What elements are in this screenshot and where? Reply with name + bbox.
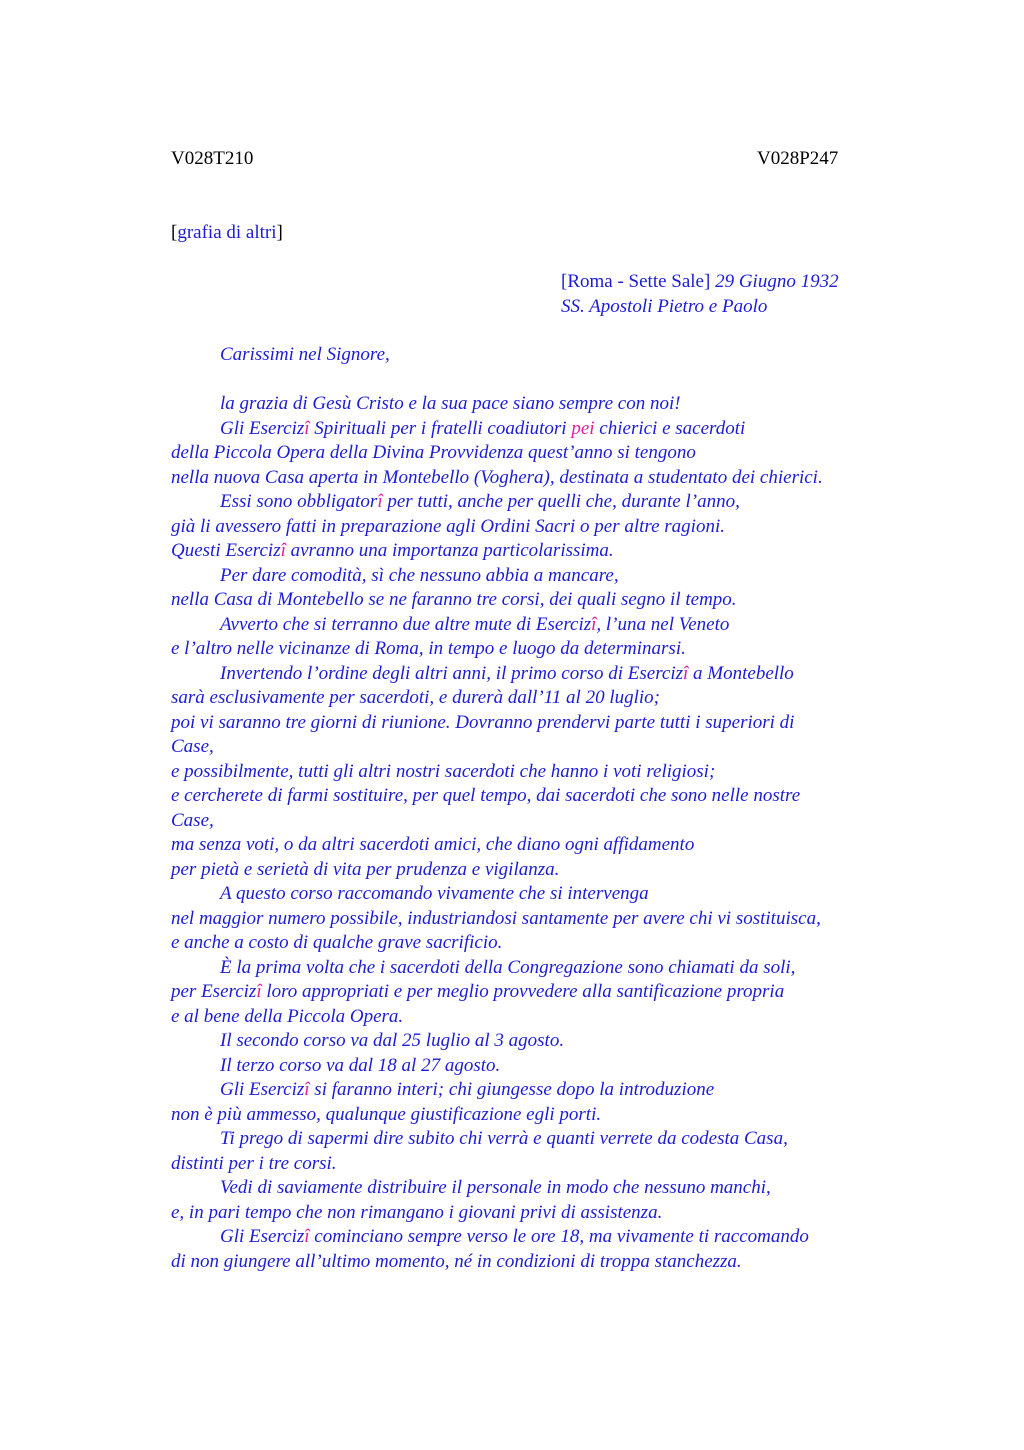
letter-line-part: a Montebello xyxy=(688,662,794,684)
handwriting-note xyxy=(171,222,283,244)
letter-line: e, in pari tempo che non rimangano i giovani privi di assistenza. xyxy=(171,1201,663,1223)
note-text: grafia di altri xyxy=(177,222,277,243)
letter-line xyxy=(171,1078,891,1103)
letter-line: È la prima volta che i sacerdoti della Congregazione sono chiamati da soli, xyxy=(220,956,796,978)
letter-line: ma senza voti, o da altri sacerdoti amici, che diano ogni affidamento xyxy=(171,834,695,855)
letter-line xyxy=(171,539,891,564)
letter-line: Il terzo corso va dal 18 al 27 agosto. xyxy=(220,1054,501,1076)
letter-line: distinti per i tre corsi. xyxy=(171,1152,337,1174)
letter-line xyxy=(171,980,891,1005)
editorial-mark: î xyxy=(304,417,310,439)
letter-line-part: cominciano sempre verso le ore 18, ma vivamente ti raccomando xyxy=(309,1226,809,1247)
dateline-feast-row xyxy=(561,295,839,320)
document-code-right: V028P247 xyxy=(757,148,839,169)
note-open-bracket: [ xyxy=(171,222,178,243)
letter-line-part: Questi Eserciz xyxy=(171,540,281,561)
letter-line: già li avessero fatti in preparazione agli Ordini Sacri o per altre ragioni. xyxy=(171,515,725,537)
letter-line: A questo corso raccomando vivamente che si intervenga xyxy=(220,883,649,904)
letter-line: e l’altro nelle vicinanze di Roma, in tempo e luogo da determinarsi. xyxy=(171,638,686,659)
editorial-mark: î xyxy=(256,981,262,1002)
letter-line-part: Gli Eserciz xyxy=(220,1079,305,1100)
letter-line-part: loro appropriati e per meglio provvedere alla santificazione propria xyxy=(261,981,785,1002)
letter-line: nella Casa di Montebello se ne faranno tre corsi, dei quali segno il tempo. xyxy=(171,589,737,610)
letter-line: di non giungere all’ultimo momento, né in condizioni di troppa stanchezza. xyxy=(171,1250,742,1272)
note-close-bracket: ] xyxy=(276,222,283,243)
letter-line: e anche a costo di qualche grave sacrificio. xyxy=(171,932,503,953)
dateline-place: [Roma - Sette Sale] xyxy=(561,271,711,292)
editorial-mark: pei xyxy=(571,417,595,439)
letter-line: Ti prego di sapermi dire subito chi verrà e quanti verrete da codesta Casa, xyxy=(220,1128,788,1149)
letter-line-part: avranno una importanza particolarissima. xyxy=(285,540,614,561)
letter-line xyxy=(171,613,891,638)
letter-line: e al bene della Piccola Opera. xyxy=(171,1005,404,1027)
blank-line xyxy=(171,368,891,393)
letter-line: Case, xyxy=(171,809,214,831)
letter-salutation: Carissimi nel Signore, xyxy=(220,344,390,365)
editorial-mark: î xyxy=(377,491,383,512)
letter-line-part: Gli Eserciz xyxy=(220,1226,305,1247)
letter-line-part: Essi sono obbligator xyxy=(220,491,378,512)
dateline xyxy=(561,270,839,319)
dateline-row xyxy=(561,270,839,295)
letter-line: per pietà e serietà di vita per prudenza e vigilanza. xyxy=(171,858,560,880)
letter-line-part: Avverto che si terranno due altre mute di Eserciz xyxy=(220,613,592,635)
dateline-date: 29 Giugno 1932 xyxy=(715,271,839,292)
letter-body xyxy=(171,343,891,1274)
letter-line: Vedi di saviamente distribuire il personale in modo che nessuno manchi, xyxy=(220,1177,771,1198)
letter-line-part: per Eserciz xyxy=(171,981,257,1002)
letter-line-part: chierici e sacerdoti xyxy=(594,417,746,439)
letter-line-part: , l’una nel Veneto xyxy=(596,613,730,635)
letter-line xyxy=(171,417,891,442)
letter-line-part: si faranno interi; chi giungesse dopo la introduzione xyxy=(309,1079,715,1100)
editorial-mark: î xyxy=(683,662,689,684)
letter-line: nel maggior numero possibile, industriandosi santamente per avere chi vi sostituisca, xyxy=(171,907,821,929)
letter-line: poi vi saranno tre giorni di riunione. Dovranno prendervi parte tutti i superiori di xyxy=(171,711,795,733)
letter-line: e possibilmente, tutti gli altri nostri sacerdoti che hanno i voti religiosi; xyxy=(171,760,716,782)
letter-line: sarà esclusivamente per sacerdoti, e durerà dall’11 al 20 luglio; xyxy=(171,687,660,708)
letter-line: della Piccola Opera della Divina Provvidenza quest’anno si tengono xyxy=(171,442,696,463)
editorial-mark: î xyxy=(280,540,286,561)
letter-line: e cercherete di farmi sostituire, per quel tempo, dai sacerdoti che sono nelle nostre xyxy=(171,785,801,806)
editorial-mark: î xyxy=(304,1226,310,1247)
letter-line-part: Gli Eserciz xyxy=(220,417,305,439)
letter-line: Case, xyxy=(171,736,214,757)
letter-line xyxy=(171,662,891,687)
letter-line-part: per tutti, anche per quelli che, durante l’anno, xyxy=(382,491,740,512)
editorial-mark: î xyxy=(304,1079,310,1100)
letter-line: nella nuova Casa aperta in Montebello (Voghera), destinata a studentato dei chierici. xyxy=(171,466,823,488)
letter-line-part: Invertendo l’ordine degli altri anni, il primo corso di Eserciz xyxy=(220,662,683,684)
letter-line xyxy=(171,1225,891,1250)
document-code-left: V028T210 xyxy=(171,148,254,169)
dateline-feast: SS. Apostoli Pietro e Paolo xyxy=(561,295,768,317)
letter-line xyxy=(171,490,891,515)
letter-line: Per dare comodità, sì che nessuno abbia a mancare, xyxy=(220,564,619,586)
letter-line: Il secondo corso va dal 25 luglio al 3 agosto. xyxy=(220,1030,565,1051)
letter-line: non è più ammesso, qualunque giustificazione egli porti. xyxy=(171,1103,602,1125)
letter-line: la grazia di Gesù Cristo e la sua pace siano sempre con noi! xyxy=(220,393,681,414)
editorial-mark: î xyxy=(591,613,597,635)
letter-line-part: Spirituali per i fratelli coadiutori xyxy=(309,417,572,439)
